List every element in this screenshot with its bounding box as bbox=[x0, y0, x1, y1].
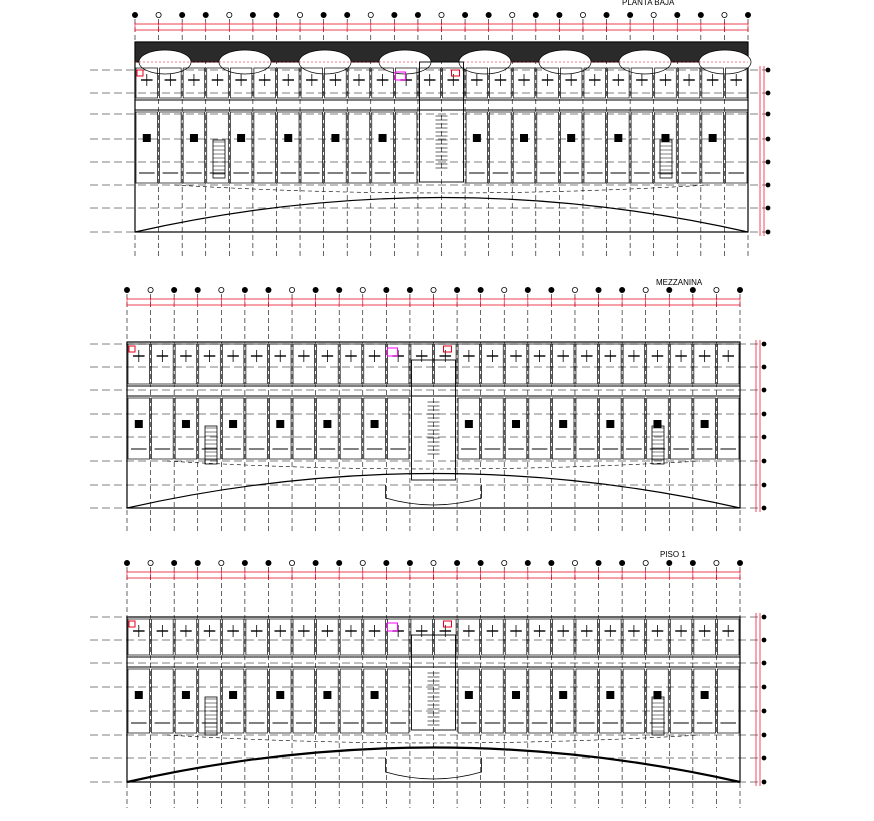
column-block bbox=[371, 420, 379, 428]
column-block bbox=[276, 691, 284, 699]
grid-bubble bbox=[195, 287, 200, 292]
column-block bbox=[135, 691, 143, 699]
grid-bubble bbox=[124, 287, 129, 292]
side-stair bbox=[652, 426, 664, 464]
grid-bubble bbox=[124, 560, 129, 565]
shop-unit-back bbox=[576, 398, 598, 459]
grid-bubble bbox=[289, 287, 294, 292]
grid-bubble bbox=[737, 560, 742, 565]
shop-unit-back bbox=[631, 112, 653, 183]
column-block bbox=[237, 134, 245, 142]
shop-unit-back bbox=[505, 398, 527, 459]
accent-marker bbox=[388, 348, 398, 356]
shop-unit-back bbox=[340, 398, 362, 459]
shop-unit-back bbox=[348, 112, 370, 183]
grid-bubble-right bbox=[766, 91, 771, 96]
plan-title-mezzanina: MEZZANINA bbox=[656, 278, 703, 287]
grid-bubble bbox=[628, 12, 633, 17]
grid-bubble bbox=[643, 287, 648, 292]
shop-unit-back bbox=[175, 398, 197, 459]
grid-bubble bbox=[478, 287, 483, 292]
shop-unit-back bbox=[325, 112, 347, 183]
shop-unit-back bbox=[222, 398, 244, 459]
accent-marker bbox=[137, 70, 143, 76]
grid-bubble bbox=[572, 287, 577, 292]
grid-bubble bbox=[297, 12, 302, 17]
grid-bubble bbox=[203, 12, 208, 17]
grid-bubble-right bbox=[762, 506, 767, 511]
grid-bubble bbox=[667, 560, 672, 565]
grid-bubble bbox=[274, 12, 279, 17]
column-block bbox=[709, 134, 717, 142]
column-block bbox=[229, 691, 237, 699]
grid-bubble bbox=[407, 287, 412, 292]
grid-bubble bbox=[510, 12, 515, 17]
grid-bubble bbox=[722, 12, 727, 17]
grid-bubble bbox=[502, 560, 507, 565]
column-block bbox=[512, 691, 520, 699]
grid-bubble bbox=[384, 287, 389, 292]
grid-bubble-right bbox=[762, 342, 767, 347]
grid-bubble bbox=[643, 560, 648, 565]
grid-bubble bbox=[557, 12, 562, 17]
column-block bbox=[661, 134, 669, 142]
column-block bbox=[473, 134, 481, 142]
column-block bbox=[323, 420, 331, 428]
grid-bubble bbox=[604, 12, 609, 17]
shop-unit-back bbox=[183, 112, 205, 183]
shop-unit-back bbox=[395, 112, 417, 183]
grid-bubble bbox=[156, 12, 161, 17]
grid-bubble-right bbox=[766, 206, 771, 211]
column-block bbox=[465, 691, 473, 699]
grid-bubble bbox=[337, 560, 342, 565]
grid-bubble-right bbox=[766, 137, 771, 142]
shop-unit-back bbox=[230, 112, 252, 183]
shop-unit-back bbox=[246, 398, 268, 459]
shop-unit-back bbox=[529, 398, 551, 459]
grid-bubble bbox=[242, 560, 247, 565]
column-block bbox=[379, 134, 387, 142]
column-block bbox=[559, 691, 567, 699]
shop-unit-back bbox=[623, 398, 645, 459]
accent-marker bbox=[444, 346, 452, 352]
shop-unit-back bbox=[670, 398, 692, 459]
grid-bubble-right bbox=[766, 68, 771, 73]
column-block bbox=[614, 134, 622, 142]
shop-unit-back bbox=[160, 112, 182, 183]
grid-bubble bbox=[321, 12, 326, 17]
grid-bubble bbox=[148, 287, 153, 292]
column-block bbox=[143, 134, 151, 142]
grid-bubble bbox=[651, 12, 656, 17]
grid-bubble-right bbox=[762, 365, 767, 370]
accent-marker bbox=[129, 621, 135, 627]
grid-bubble bbox=[431, 560, 436, 565]
column-block bbox=[465, 420, 473, 428]
shop-unit-back bbox=[647, 398, 669, 459]
grid-bubble bbox=[313, 560, 318, 565]
grid-bubble bbox=[266, 287, 271, 292]
side-stair bbox=[205, 426, 217, 464]
grid-bubble bbox=[454, 560, 459, 565]
shop-unit-back bbox=[128, 398, 150, 459]
grid-bubble bbox=[172, 560, 177, 565]
grid-bubble-right bbox=[762, 459, 767, 464]
grid-bubble-right bbox=[762, 388, 767, 393]
grid-bubble-right bbox=[762, 733, 767, 738]
column-block bbox=[606, 420, 614, 428]
grid-bubble bbox=[737, 287, 742, 292]
grid-bubble bbox=[415, 12, 420, 17]
grid-bubble-right bbox=[766, 160, 771, 165]
grid-bubble bbox=[195, 560, 200, 565]
shop-unit-back bbox=[136, 112, 158, 183]
plan-mezzanina bbox=[90, 278, 766, 532]
shop-unit-back bbox=[466, 112, 488, 183]
shop-unit-back bbox=[552, 398, 574, 459]
grid-bubble bbox=[242, 287, 247, 292]
column-block bbox=[559, 420, 567, 428]
grid-bubble bbox=[462, 12, 467, 17]
column-block bbox=[606, 691, 614, 699]
shop-unit-back bbox=[387, 398, 409, 459]
grid-bubble bbox=[360, 560, 365, 565]
grid-bubble bbox=[572, 560, 577, 565]
shop-unit-back bbox=[254, 112, 276, 183]
shop-unit-back bbox=[702, 112, 724, 183]
shop-unit-back bbox=[655, 112, 677, 183]
shop-unit-back bbox=[725, 112, 747, 183]
grid-bubble bbox=[714, 560, 719, 565]
column-block bbox=[229, 420, 237, 428]
grid-bubble bbox=[454, 287, 459, 292]
side-stair bbox=[205, 697, 217, 735]
grid-bubble-right bbox=[762, 435, 767, 440]
accent-marker bbox=[129, 346, 135, 352]
grid-bubble bbox=[313, 287, 318, 292]
grid-bubble bbox=[250, 12, 255, 17]
column-block bbox=[371, 691, 379, 699]
shop-unit-back bbox=[317, 398, 339, 459]
column-block bbox=[331, 134, 339, 142]
shop-unit-back bbox=[301, 112, 323, 183]
grid-bubble-right bbox=[762, 756, 767, 761]
grid-bubble bbox=[698, 12, 703, 17]
grid-bubble bbox=[337, 287, 342, 292]
plan-planta-baja bbox=[90, 0, 770, 258]
shop-unit-back bbox=[269, 398, 291, 459]
column-block bbox=[182, 691, 190, 699]
grid-bubble bbox=[368, 12, 373, 17]
column-block bbox=[512, 420, 520, 428]
accent-marker bbox=[452, 70, 460, 76]
grid-bubble bbox=[407, 560, 412, 565]
grid-bubble bbox=[439, 12, 444, 17]
column-block bbox=[701, 420, 709, 428]
grid-bubble bbox=[219, 560, 224, 565]
grid-bubble bbox=[148, 560, 153, 565]
column-block bbox=[653, 420, 661, 428]
accent-marker bbox=[444, 621, 452, 627]
grid-bubble-right bbox=[762, 709, 767, 714]
grid-bubble bbox=[714, 287, 719, 292]
column-block bbox=[323, 691, 331, 699]
shop-unit-back bbox=[584, 112, 606, 183]
side-stair bbox=[652, 697, 664, 735]
grid-bubble bbox=[172, 287, 177, 292]
grid-bubble bbox=[549, 287, 554, 292]
side-stair bbox=[660, 140, 672, 178]
grid-bubble-right bbox=[762, 638, 767, 643]
grid-bubble-right bbox=[766, 112, 771, 117]
grid-bubble bbox=[502, 287, 507, 292]
grid-bubble-right bbox=[762, 615, 767, 620]
grid-bubble bbox=[620, 560, 625, 565]
column-block bbox=[701, 691, 709, 699]
shop-unit-back bbox=[277, 112, 299, 183]
grid-bubble bbox=[486, 12, 491, 17]
grid-bubble bbox=[533, 12, 538, 17]
grid-bubble bbox=[690, 287, 695, 292]
grid-bubble bbox=[745, 12, 750, 17]
shop-unit-back bbox=[600, 398, 622, 459]
grid-bubble bbox=[384, 560, 389, 565]
plan-piso-1 bbox=[90, 550, 766, 808]
plan-title-piso-1: PISO 1 bbox=[660, 550, 686, 559]
grid-bubble-right bbox=[762, 661, 767, 666]
side-stair bbox=[213, 140, 225, 178]
grid-bubble bbox=[580, 12, 585, 17]
shop-unit-back bbox=[490, 112, 512, 183]
column-block bbox=[567, 134, 575, 142]
grid-bubble bbox=[525, 560, 530, 565]
column-block bbox=[276, 420, 284, 428]
shop-unit-back bbox=[678, 112, 700, 183]
column-block bbox=[135, 420, 143, 428]
grid-bubble bbox=[289, 560, 294, 565]
grid-bubble-right bbox=[766, 230, 771, 235]
grid-bubble-right bbox=[766, 183, 771, 188]
shop-unit-back bbox=[482, 398, 504, 459]
grid-bubble bbox=[360, 287, 365, 292]
shop-unit-back bbox=[717, 398, 739, 459]
grid-bubble bbox=[392, 12, 397, 17]
grid-bubble-right bbox=[762, 685, 767, 690]
column-block bbox=[520, 134, 528, 142]
shop-unit-back bbox=[458, 398, 480, 459]
shop-unit-back bbox=[537, 112, 559, 183]
grid-bubble bbox=[596, 287, 601, 292]
grid-bubble bbox=[345, 12, 350, 17]
grid-bubble bbox=[431, 287, 436, 292]
column-block bbox=[190, 134, 198, 142]
grid-bubble bbox=[620, 287, 625, 292]
grid-bubble bbox=[266, 560, 271, 565]
grid-bubble bbox=[690, 560, 695, 565]
grid-bubble bbox=[478, 560, 483, 565]
plan-title-planta-baja: PLANTA BAJA bbox=[622, 0, 675, 7]
grid-bubble-right bbox=[762, 483, 767, 488]
grid-bubble-right bbox=[762, 412, 767, 417]
grid-bubble bbox=[549, 560, 554, 565]
grid-bubble bbox=[227, 12, 232, 17]
shop-unit-back bbox=[694, 398, 716, 459]
column-block bbox=[284, 134, 292, 142]
grid-bubble bbox=[675, 12, 680, 17]
shop-unit-back bbox=[513, 112, 535, 183]
shop-unit-back bbox=[372, 112, 394, 183]
shop-unit-back bbox=[608, 112, 630, 183]
grid-bubble bbox=[219, 287, 224, 292]
column-block bbox=[653, 691, 661, 699]
shop-unit-back bbox=[560, 112, 582, 183]
shop-unit-back bbox=[152, 398, 174, 459]
grid-bubble bbox=[596, 560, 601, 565]
accent-marker bbox=[388, 623, 398, 631]
grid-bubble bbox=[525, 287, 530, 292]
grid-bubble bbox=[667, 287, 672, 292]
column-block bbox=[182, 420, 190, 428]
grid-bubble bbox=[132, 12, 137, 17]
grid-bubble bbox=[180, 12, 185, 17]
shop-unit-back bbox=[364, 398, 386, 459]
shop-unit-back bbox=[293, 398, 315, 459]
grid-bubble-right bbox=[762, 780, 767, 785]
